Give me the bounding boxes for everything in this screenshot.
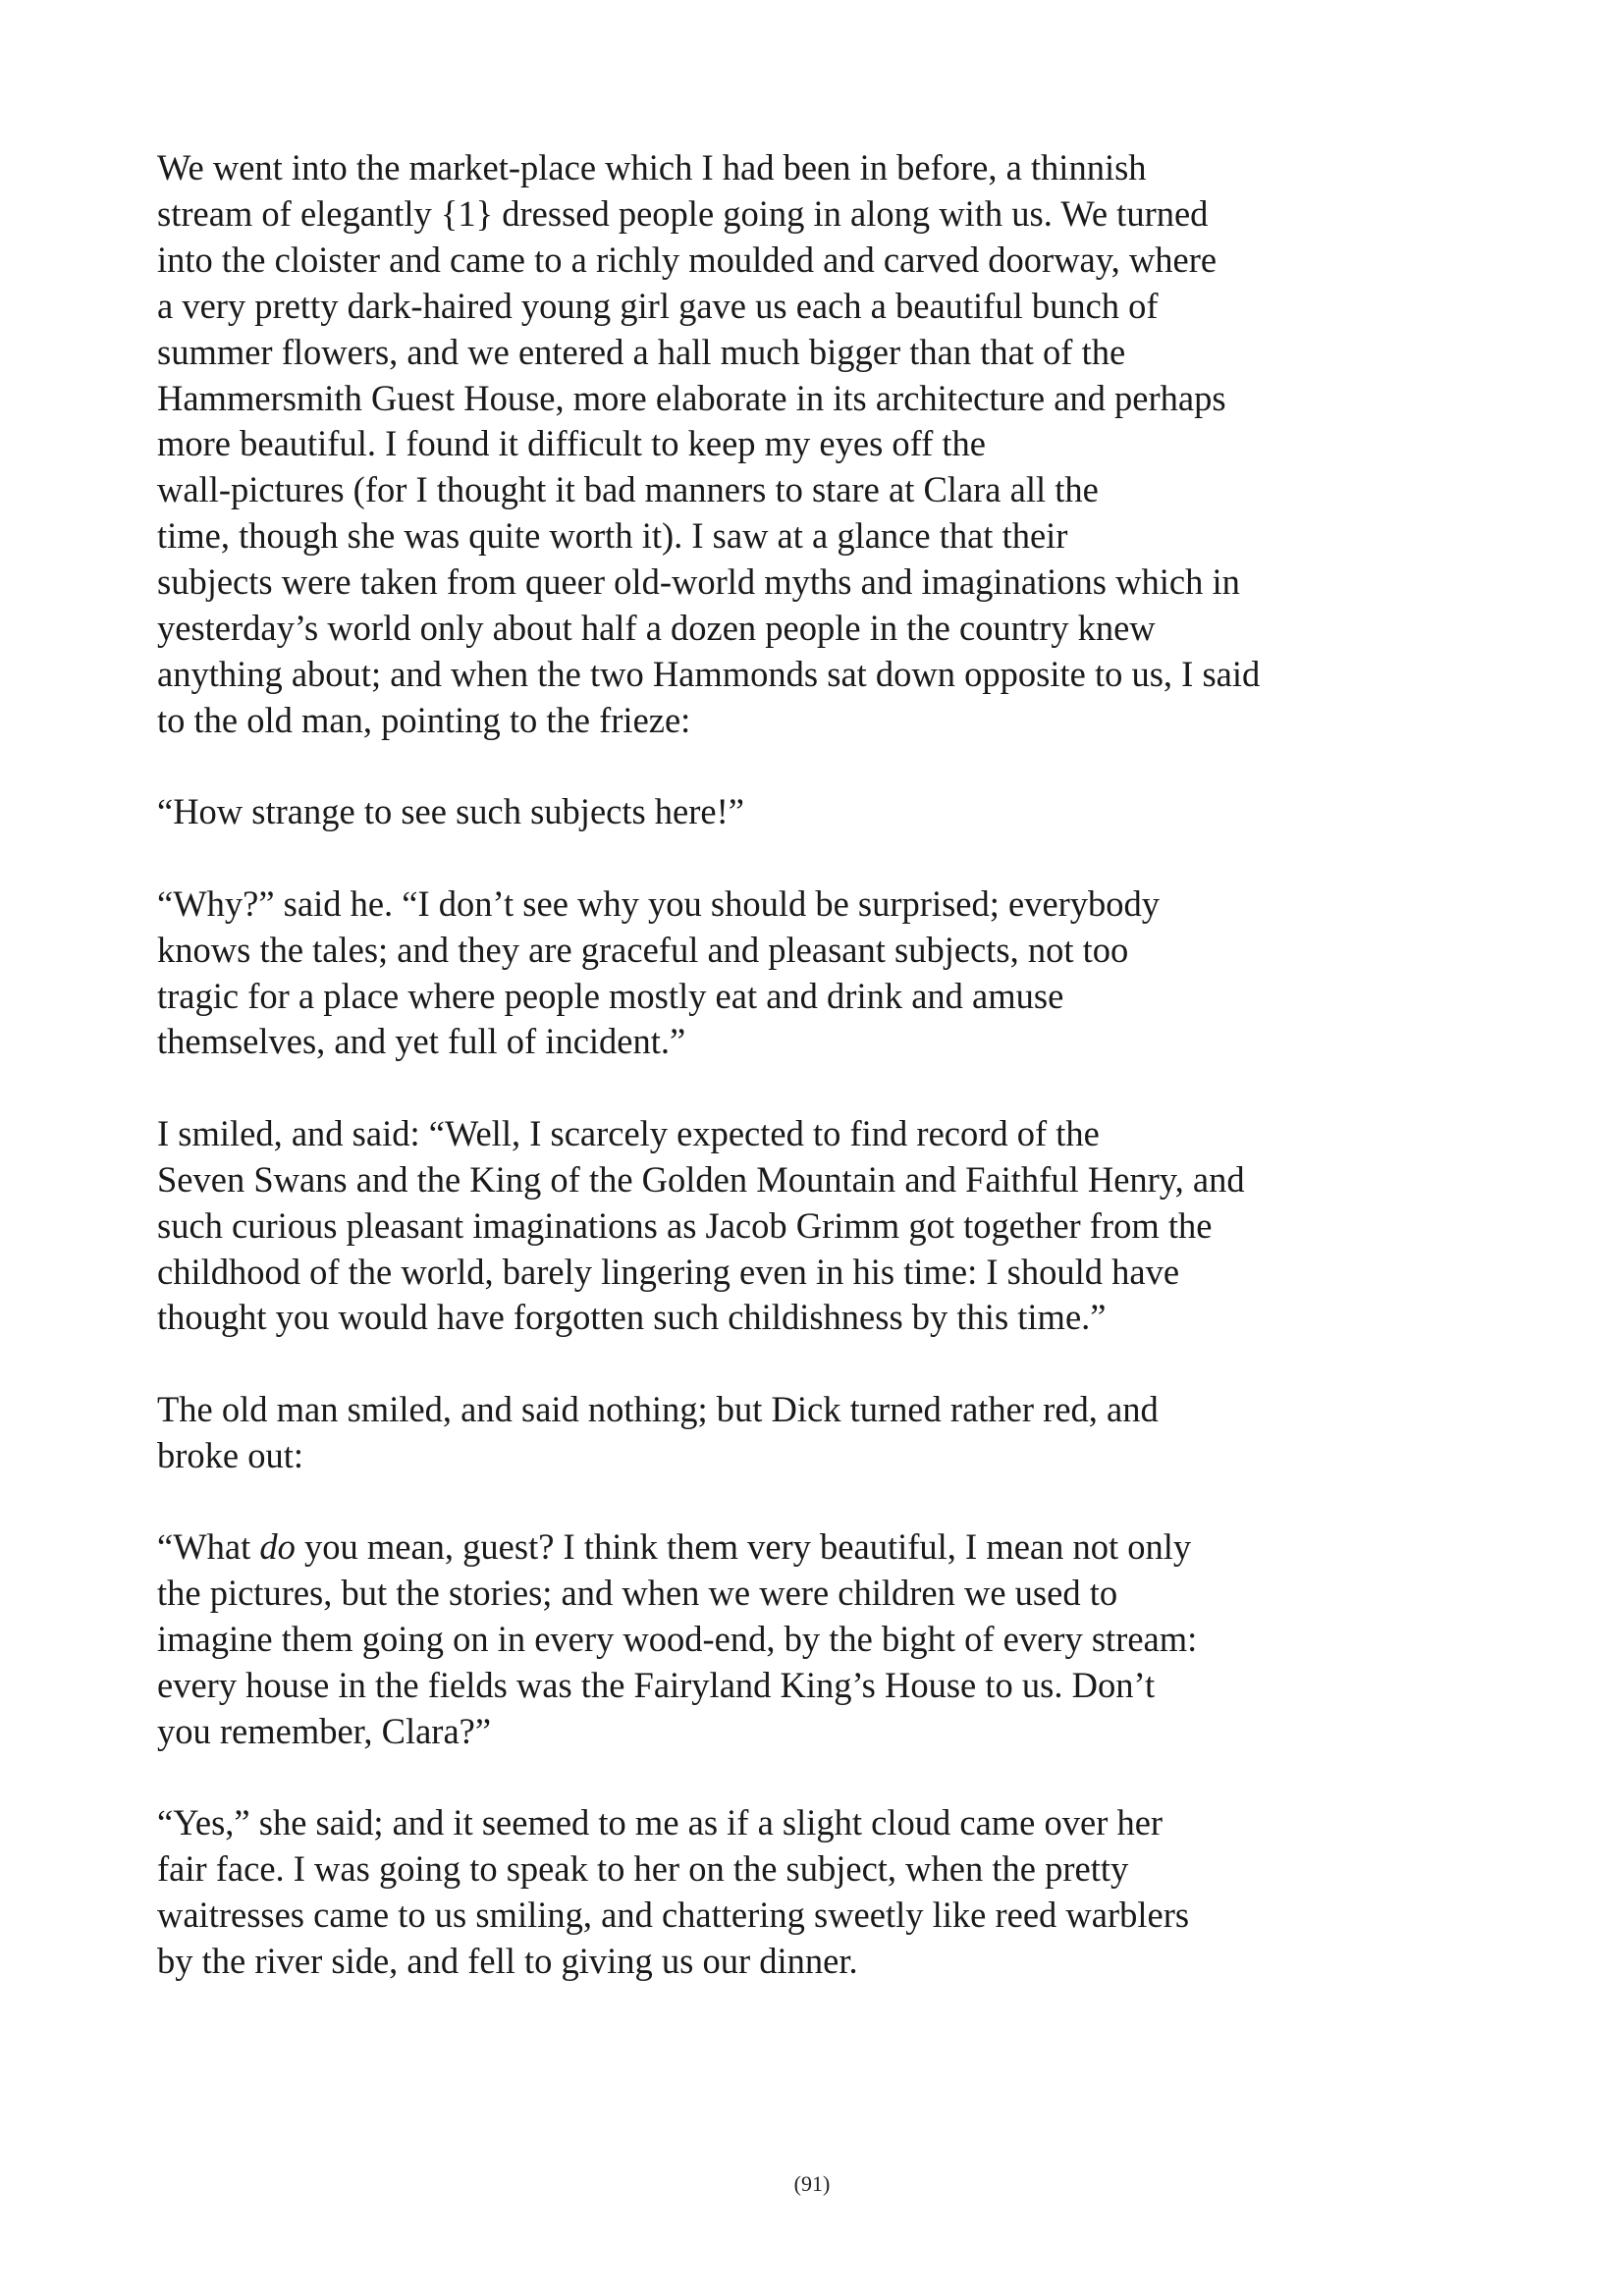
text-line: by the river side, and fell to giving us our dinner.	[157, 1940, 858, 1981]
paragraph	[157, 1111, 1375, 1342]
text-line: tragic for a place where people mostly eat and drink and amuse	[157, 975, 1064, 1016]
text-line: broke out:	[157, 1434, 304, 1475]
text-line: I smiled, and said: “Well, I scarcely expected to find record of the	[157, 1112, 1100, 1153]
paragraph	[157, 1524, 1375, 1755]
text-line: Seven Swans and the King of the Golden Mountain and Faithful Henry, and	[157, 1158, 1245, 1200]
paragraph	[157, 1800, 1375, 1985]
text-line: knows the tales; and they are graceful and pleasant subjects, not too	[157, 929, 1129, 970]
paragraph	[157, 881, 1375, 1066]
text-line: fair face. I was going to speak to her on the subject, when the pretty	[157, 1848, 1129, 1890]
paragraph	[157, 789, 1375, 835]
text-line: Hammersmith Guest House, more elaborate in its architecture and perhaps	[157, 377, 1226, 418]
text-line: you remember, Clara?”	[157, 1710, 492, 1751]
text-line: the pictures, but the stories; and when we were children we used to	[157, 1573, 1118, 1614]
text-line: to the old man, pointing to the frieze:	[157, 699, 691, 740]
text-line: imagine them going on in every wood-end, by the bight of every stream:	[157, 1618, 1198, 1659]
text-line: a very pretty dark-haired young girl gave us each a beautiful bunch of	[157, 285, 1159, 326]
text-line: subjects were taken from queer old-world myths and imaginations which in	[157, 561, 1240, 603]
text-line: themselves, and yet full of incident.”	[157, 1021, 686, 1062]
text-line: waitresses came to us smiling, and chattering sweetly like reed warblers	[157, 1895, 1190, 1935]
text-line: time, though she was quite worth it). I saw at a glance that their	[157, 515, 1068, 557]
body-text	[157, 145, 1375, 2030]
text-line: “What do you mean, guest? I think them very beautiful, I mean not only	[157, 1526, 1192, 1568]
text-line: The old man smiled, and said nothing; but Dick turned rather red, and	[157, 1388, 1159, 1429]
text-line: “Yes,” she said; and it seemed to me as if a slight cloud came over her	[157, 1802, 1164, 1843]
text-line: “Why?” said he. “I don’t see why you should be surprised; everybody	[157, 882, 1161, 924]
text-line: wall-pictures (for I thought it bad manners to stare at Clara all the	[157, 469, 1099, 510]
text-line: every house in the fields was the Fairyland King’s House to us. Don’t	[157, 1664, 1156, 1705]
text-line: more beautiful. I found it difficult to keep my eyes off the	[157, 423, 987, 464]
text-line: thought you would have forgotten such childishness by this time.”	[157, 1297, 1107, 1338]
paragraph	[157, 145, 1375, 744]
text-line: into the cloister and came to a richly moulded and carved doorway, where	[157, 239, 1218, 280]
text-line: yesterday’s world only about half a dozen people in the country knew	[157, 608, 1156, 649]
text-line: anything about; and when the two Hammonds sat down opposite to us, I said	[157, 653, 1261, 694]
paragraph	[157, 1387, 1375, 1479]
text-line: childhood of the world, barely lingering even in his time: I should have	[157, 1251, 1180, 1292]
text-line: summer flowers, and we entered a hall much bigger than that of the	[157, 331, 1126, 372]
page-number: (91)	[793, 2171, 831, 2196]
text-line: stream of elegantly {1} dressed people going in along with us. We turned	[157, 192, 1209, 234]
text-line: such curious pleasant imaginations as Jacob Grimm got together from the	[157, 1204, 1213, 1246]
text-line: “How strange to see such subjects here!”	[157, 791, 744, 832]
text-line: We went into the market-place which I had been in before, a thinnish	[157, 147, 1147, 187]
